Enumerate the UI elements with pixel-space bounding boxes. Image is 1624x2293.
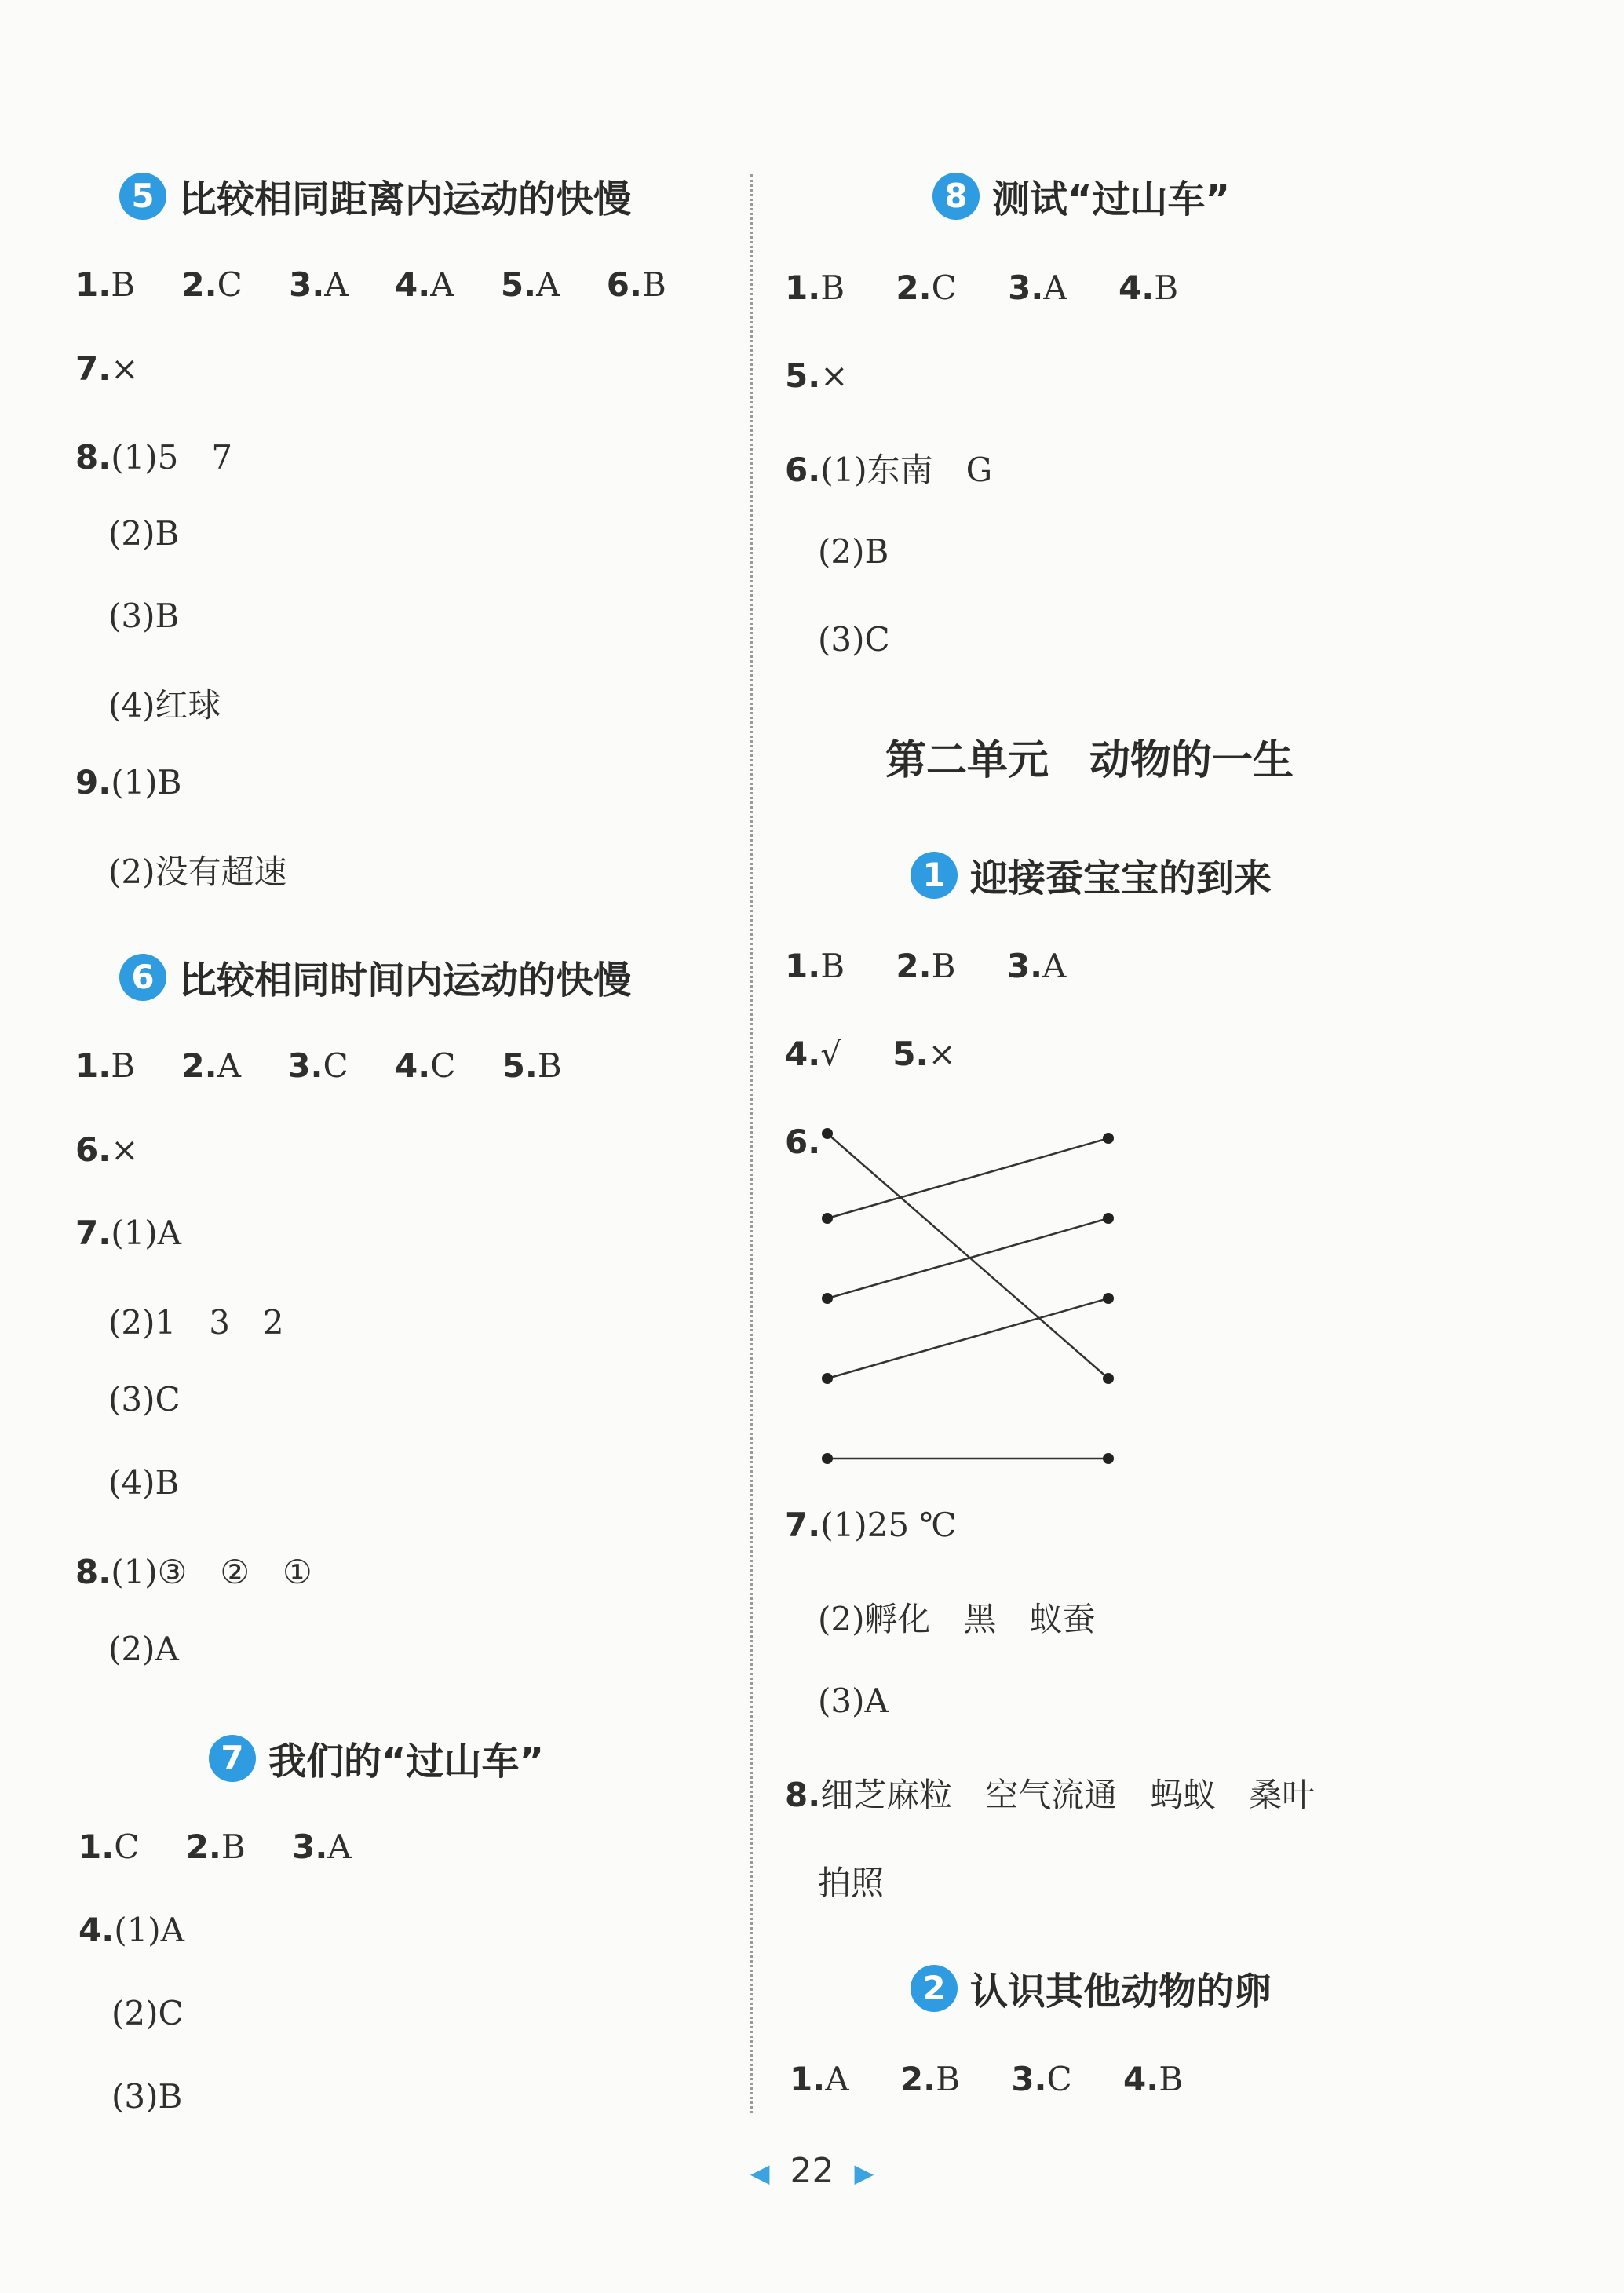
matching-right-dot <box>1103 1453 1114 1464</box>
answer-line: 1.B 2.B 3.A <box>785 947 1067 985</box>
answer-line: 1.A 2.B 3.C 4.B <box>790 2060 1184 2098</box>
prev-page-arrow-icon: ◀ <box>750 2158 770 2188</box>
answer-line: 1.B 2.A 3.C 4.C 5.B <box>75 1046 562 1085</box>
page-number: 22 <box>790 2151 834 2191</box>
section-title: 比较相同距离内运动的快慢 <box>179 177 632 221</box>
answer-line: (2)没有超速 <box>108 853 287 891</box>
matching-line <box>827 1298 1108 1378</box>
matching-right-dot <box>1103 1213 1114 1224</box>
answer-line: (4)红球 <box>108 686 221 725</box>
answer-line: 6. <box>785 1123 821 1161</box>
answer-line: (3)B <box>111 2077 183 2116</box>
answer-line: 7.(1)25 ℃ <box>785 1506 957 1544</box>
unit2-section-2-heading <box>911 1961 1272 2015</box>
section-number-badge: 5 <box>119 173 166 220</box>
section-title: 比较相同时间内运动的快慢 <box>179 958 632 1002</box>
answer-line: (3)C <box>108 1380 181 1419</box>
section-8-heading <box>932 169 1230 223</box>
matching-diagram <box>816 1115 1130 1476</box>
section-number-badge: 8 <box>932 173 980 220</box>
section-title: 测试“过山车” <box>992 177 1231 221</box>
matching-line <box>827 1134 1108 1378</box>
answer-line: (2)B <box>108 514 180 553</box>
unit2-section-1-heading <box>911 848 1272 902</box>
answer-line: (2)孵化 黑 蚁蚕 <box>818 1600 1096 1638</box>
answer-line: 1.B 2.C 3.A 4.B <box>785 268 1179 307</box>
answer-line: (3)B <box>108 597 180 635</box>
answer-line: 9.(1)B <box>75 763 182 801</box>
answer-line: 6.(1)东南 G <box>785 451 993 489</box>
matching-left-dot <box>822 1128 833 1139</box>
matching-left-dot <box>822 1453 833 1464</box>
matching-left-dot <box>822 1213 833 1224</box>
unit-title: 第二单元 动物的一生 <box>885 737 1294 784</box>
section-number-badge: 6 <box>119 954 166 1001</box>
matching-line <box>827 1218 1108 1298</box>
answer-line: 7.× <box>75 349 139 388</box>
section-number-badge: 1 <box>911 852 958 899</box>
answer-line: 8.(1)③ ② ① <box>75 1553 312 1591</box>
matching-right-dot <box>1103 1293 1114 1304</box>
answer-line: 4.(1)A <box>78 1911 185 1949</box>
section-7-heading <box>209 1731 544 1785</box>
section-number-badge: 7 <box>209 1735 256 1782</box>
matching-left-dot <box>822 1373 833 1384</box>
answer-line: (4)B <box>108 1463 180 1502</box>
answer-line: 7.(1)A <box>75 1214 182 1252</box>
section-6-heading <box>119 950 631 1004</box>
answer-line: 5.× <box>785 356 848 395</box>
page-footer <box>0 2151 1624 2191</box>
next-page-arrow-icon: ▶ <box>854 2158 874 2188</box>
answer-line: (2)1 3 2 <box>108 1303 284 1342</box>
matching-left-dot <box>822 1293 833 1304</box>
answer-line: 1.C 2.B 3.A <box>78 1827 352 1866</box>
answer-line: 8.(1)5 7 <box>75 438 233 476</box>
answer-line: 4.√ 5.× <box>785 1035 956 1073</box>
section-title: 迎接蚕宝宝的到来 <box>970 856 1272 900</box>
answer-line: (2)C <box>111 1994 184 2032</box>
answer-line: 8.细芝麻粒 空气流通 蚂蚁 桑叶 <box>785 1776 1316 1814</box>
answer-line: 6.× <box>75 1130 139 1169</box>
answer-line: 1.B 2.C 3.A 4.A 5.A 6.B <box>75 265 666 304</box>
matching-line <box>827 1138 1108 1218</box>
matching-right-dot <box>1103 1133 1114 1144</box>
answer-line: (3)C <box>818 620 890 659</box>
answer-line: (2)A <box>108 1630 179 1668</box>
column-divider <box>750 174 753 2113</box>
answer-line: (3)A <box>818 1681 889 1720</box>
matching-right-dot <box>1103 1373 1114 1384</box>
section-5-heading <box>119 169 631 223</box>
section-number-badge: 2 <box>911 1965 958 2012</box>
section-title: 认识其他动物的卵 <box>970 1970 1272 2014</box>
section-title: 我们的“过山车” <box>268 1740 545 1784</box>
answer-line: (2)B <box>818 532 889 571</box>
answer-line: 拍照 <box>818 1864 885 1902</box>
